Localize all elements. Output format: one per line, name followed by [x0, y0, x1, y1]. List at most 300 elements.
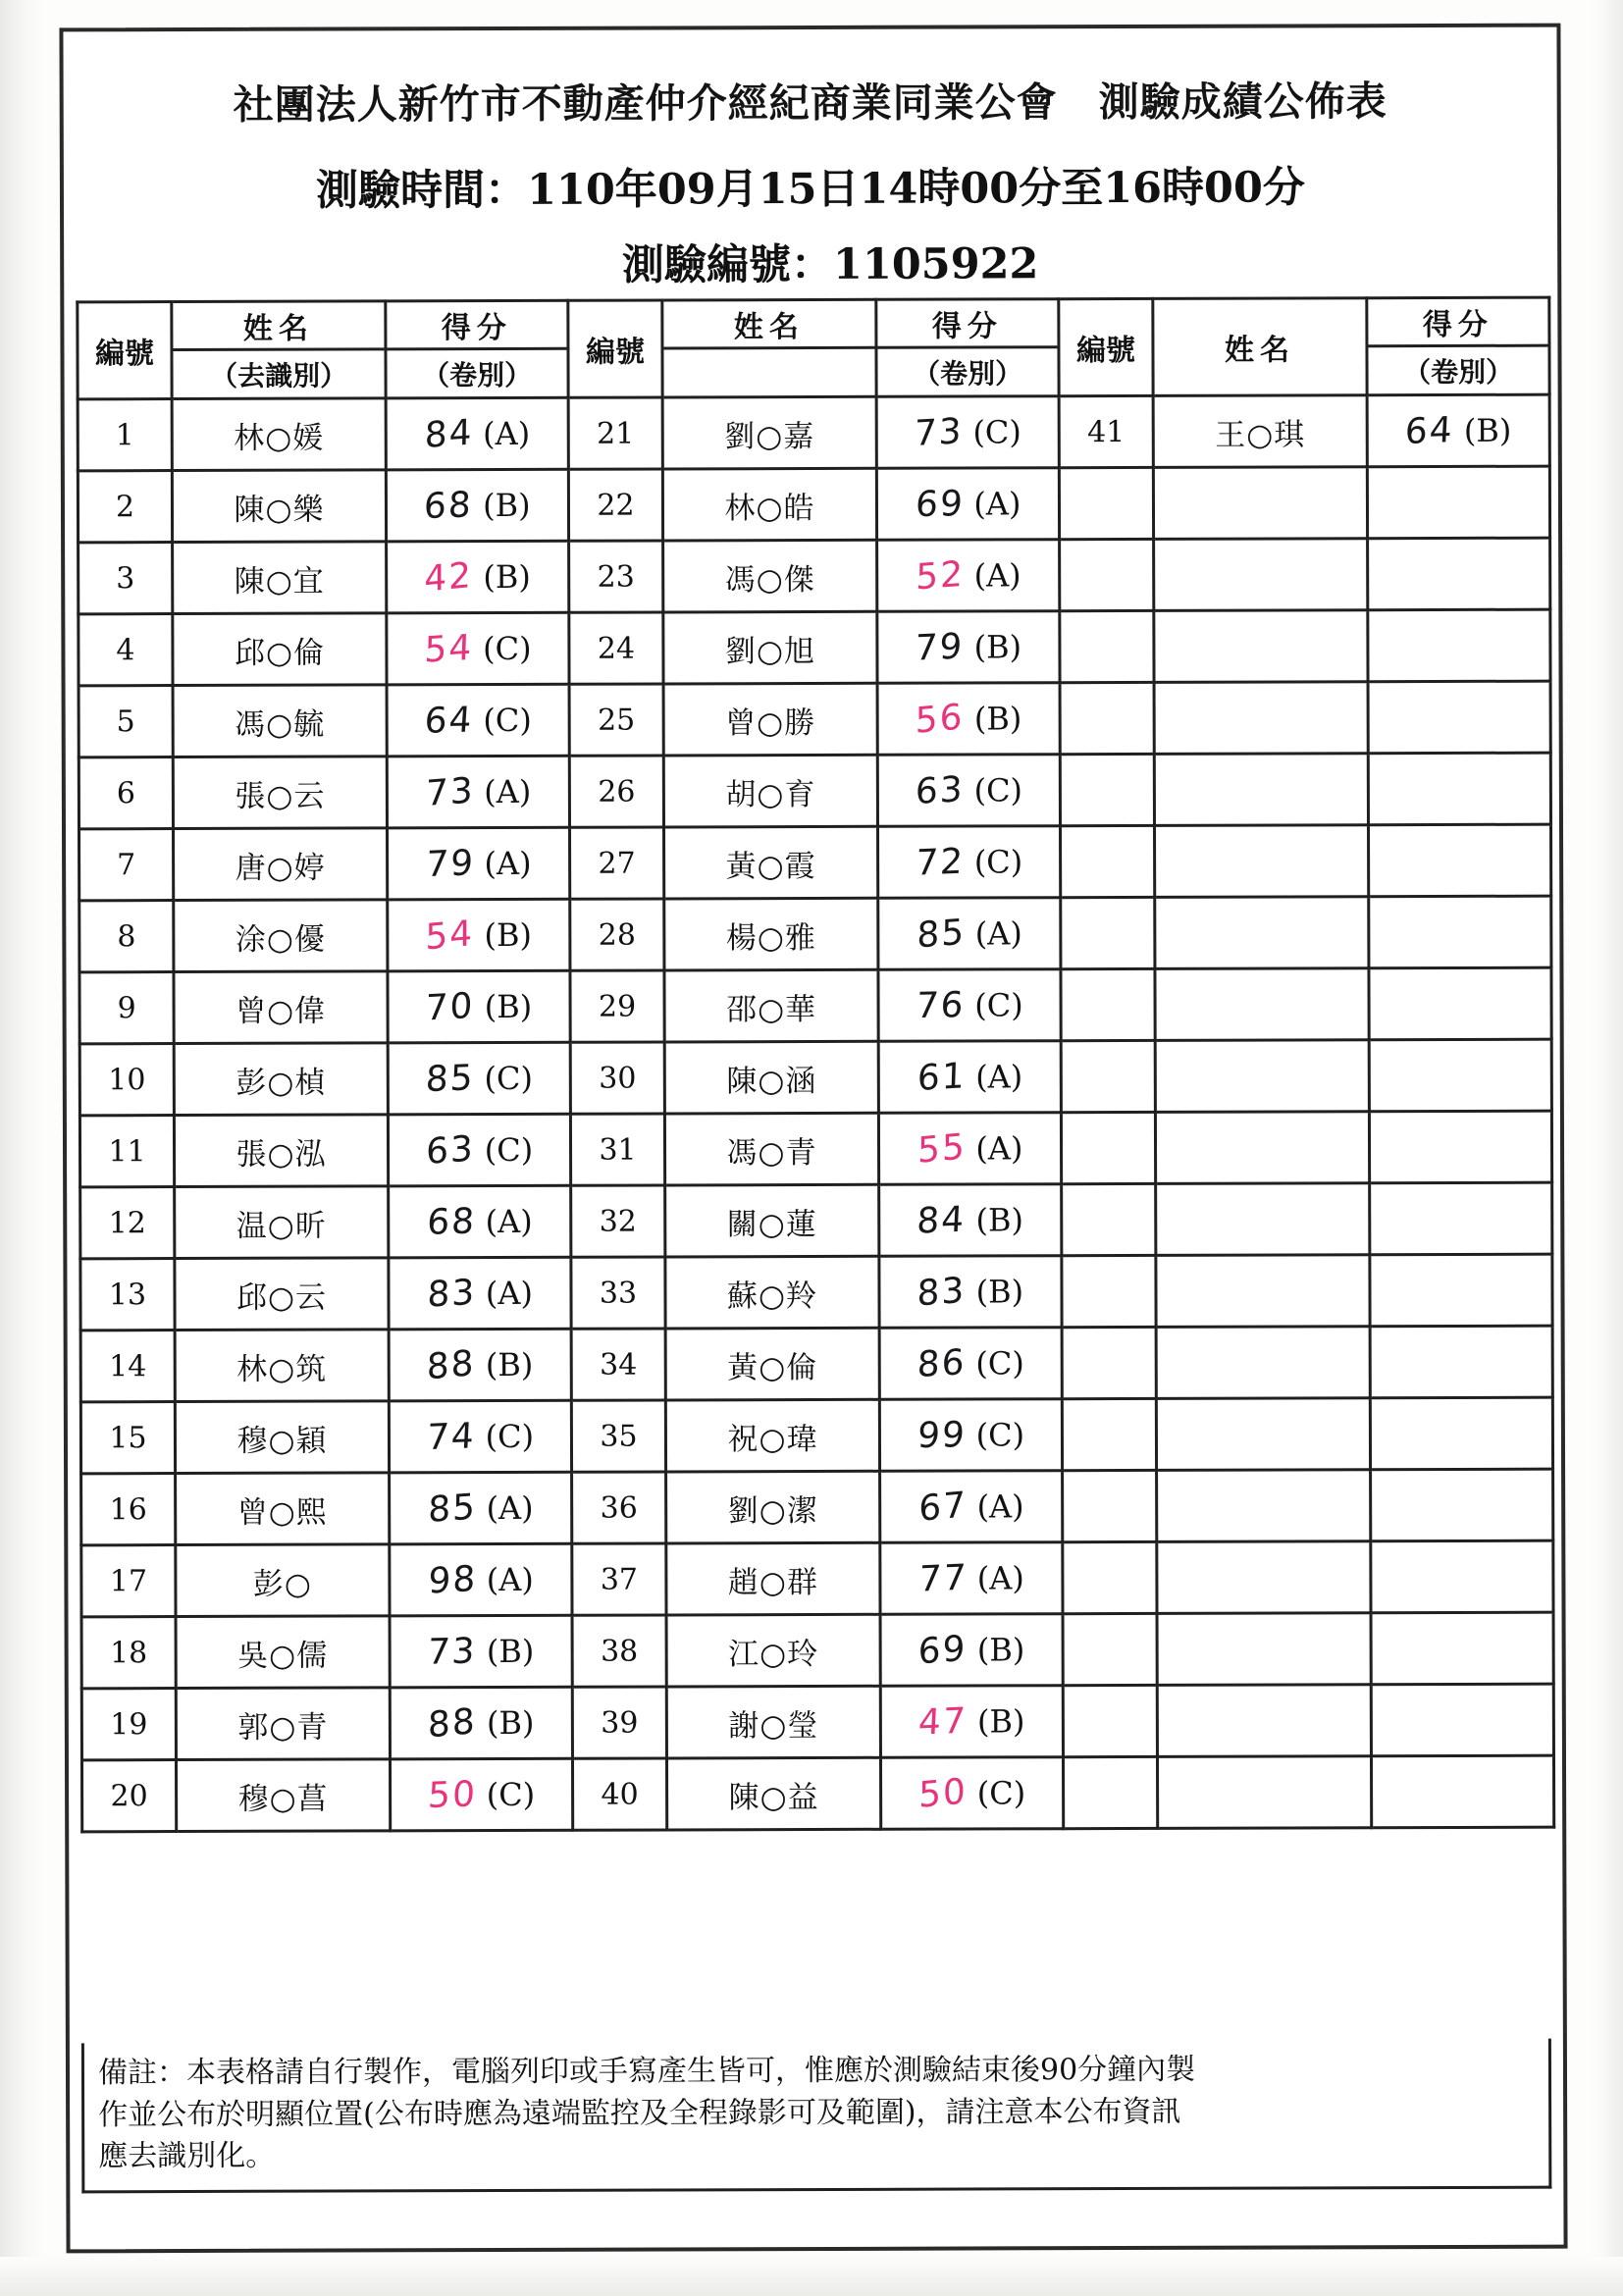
paper-type: (A) — [976, 1487, 1024, 1526]
cell-name: 黃○倫 — [665, 1328, 879, 1400]
paper-type: (C) — [484, 1130, 534, 1170]
cell-name: 江○玲 — [666, 1614, 880, 1687]
cell-score — [1368, 824, 1550, 897]
cell-no: 14 — [80, 1331, 175, 1402]
cell-name — [1157, 1470, 1371, 1542]
handwritten-score: 42 — [424, 554, 474, 600]
paper-type: (A) — [973, 485, 1021, 523]
handwritten-score: 88 — [427, 1342, 476, 1387]
cell-no: 39 — [572, 1687, 666, 1758]
cell-score — [880, 1471, 1063, 1543]
table-row — [79, 896, 1551, 972]
cell-name: 郭○青 — [176, 1688, 390, 1760]
cell-score — [876, 468, 1059, 541]
table-row — [81, 1469, 1553, 1545]
cell-name — [1155, 1040, 1369, 1113]
score-wrap — [878, 541, 1058, 610]
cell-name: 唐○婷 — [174, 828, 388, 901]
cell-no — [1063, 1685, 1157, 1756]
score-wrap — [881, 1472, 1061, 1541]
cell-no: 29 — [570, 970, 664, 1042]
cell-no — [1061, 1040, 1155, 1112]
header-no-1: 編號 — [78, 302, 172, 399]
cell-no: 36 — [572, 1472, 666, 1543]
handwritten-score: 74 — [425, 1415, 477, 1458]
paper-type: (C) — [484, 1059, 533, 1098]
cell-no: 33 — [571, 1257, 665, 1329]
score-wrap — [882, 1758, 1062, 1828]
cell-name: 曾○熙 — [176, 1473, 390, 1545]
cell-name — [1157, 1613, 1371, 1686]
cell-name: 曾○偉 — [174, 971, 388, 1044]
paper-type: (C) — [973, 843, 1023, 881]
cell-name — [1156, 1255, 1370, 1328]
handwritten-score: 79 — [424, 842, 476, 885]
cell-score — [387, 756, 569, 828]
cell-no: 40 — [572, 1758, 666, 1830]
paper-type: (C) — [975, 1416, 1025, 1454]
score-wrap — [881, 1400, 1061, 1470]
cell-no — [1062, 1183, 1156, 1255]
score-wrap — [1369, 396, 1548, 466]
cell-name — [1156, 1183, 1370, 1256]
cell-name: 劉○旭 — [663, 611, 877, 684]
table-row — [79, 753, 1550, 829]
cell-score — [1368, 753, 1550, 825]
handwritten-score: 64 — [423, 700, 475, 742]
cell-score — [877, 611, 1060, 684]
paper-type: (A) — [486, 1488, 534, 1528]
paper-type: (A) — [485, 1274, 533, 1313]
paper-type: (C) — [483, 701, 532, 740]
cell-score — [1367, 394, 1549, 467]
table-row — [80, 1182, 1552, 1259]
handwritten-score: 83 — [426, 1272, 477, 1316]
score-wrap — [391, 1545, 570, 1615]
cell-name — [1155, 968, 1369, 1041]
cell-name: 黃○霞 — [664, 826, 878, 899]
handwritten-score: 72 — [914, 841, 966, 884]
table-row — [79, 967, 1551, 1044]
score-wrap — [389, 972, 568, 1042]
cell-no — [1063, 1541, 1157, 1613]
table-body — [78, 394, 1554, 1832]
table-row — [79, 824, 1551, 901]
handwritten-score: 73 — [913, 410, 965, 454]
cell-name: 王○琪 — [1153, 395, 1367, 468]
cell-no: 4 — [79, 614, 173, 686]
cell-no: 1 — [78, 399, 172, 471]
cell-score — [1370, 1182, 1552, 1255]
paper-type: (B) — [973, 700, 1022, 738]
cell-no: 11 — [79, 1116, 174, 1187]
handwritten-score: 85 — [916, 912, 966, 956]
cell-no — [1062, 1255, 1156, 1327]
cell-no: 22 — [568, 469, 662, 541]
score-wrap — [880, 1257, 1060, 1327]
cell-score — [879, 1256, 1062, 1329]
score-publication-sheet — [59, 24, 1567, 2254]
paper-type: (A) — [483, 414, 531, 453]
cell-score — [879, 1399, 1062, 1472]
table-row — [80, 1254, 1552, 1331]
cell-no: 27 — [570, 827, 664, 899]
paper-type: (B) — [976, 1631, 1025, 1669]
cell-score — [390, 1758, 572, 1831]
table-row — [81, 1755, 1553, 1832]
cell-no: 35 — [571, 1400, 665, 1472]
handwritten-score: 76 — [915, 984, 967, 1026]
cell-score — [1371, 1684, 1553, 1756]
table-row — [80, 1326, 1552, 1402]
cell-name: 林○筑 — [175, 1330, 389, 1402]
cell-name: 陳○樂 — [172, 470, 386, 543]
cell-score — [1368, 681, 1550, 754]
table-row — [81, 1612, 1553, 1689]
cell-score — [880, 1757, 1063, 1830]
cell-score — [1369, 896, 1551, 968]
handwritten-score: 63 — [425, 1127, 475, 1173]
document-header — [63, 27, 1557, 294]
table-row — [79, 681, 1550, 757]
cell-score — [1370, 1397, 1552, 1470]
cell-no — [1063, 1613, 1157, 1685]
score-wrap — [390, 1116, 569, 1185]
cell-no: 5 — [79, 686, 173, 757]
cell-score — [880, 1686, 1063, 1758]
header-score-bottom-2: （卷別） — [912, 356, 1023, 391]
cell-score — [1371, 1469, 1553, 1541]
cell-no: 15 — [80, 1402, 175, 1474]
cell-no: 25 — [569, 684, 663, 756]
handwritten-score: 63 — [915, 768, 966, 812]
header-score-3 — [1367, 297, 1549, 395]
cell-name: 張○泓 — [174, 1115, 388, 1187]
cell-score — [388, 1114, 570, 1186]
handwritten-score: 79 — [914, 626, 966, 669]
score-wrap — [389, 901, 568, 970]
cell-no: 26 — [569, 756, 663, 827]
header-name-3 — [1153, 298, 1367, 396]
cell-no — [1062, 1398, 1156, 1470]
handwritten-score: 88 — [428, 1700, 477, 1746]
score-wrap — [879, 684, 1059, 754]
score-wrap — [878, 469, 1058, 539]
header-name-bottom-1: （去識別） — [209, 358, 348, 392]
handwritten-score: 47 — [917, 1700, 969, 1744]
cell-no — [1063, 1470, 1157, 1541]
handwritten-score: 50 — [426, 1773, 478, 1816]
cell-name: 劉○潔 — [666, 1471, 880, 1543]
table-row — [79, 538, 1550, 614]
cell-no — [1060, 610, 1154, 682]
header-name-bottom-2 — [663, 349, 874, 396]
paper-type: (B) — [486, 1703, 535, 1743]
cell-score — [880, 1542, 1063, 1615]
handwritten-score: 86 — [916, 1341, 968, 1385]
handwritten-score: 50 — [917, 1770, 968, 1816]
cell-name: 穆○菖 — [176, 1759, 390, 1832]
paper-type: (C) — [973, 771, 1023, 809]
score-wrap — [389, 686, 568, 756]
header-score-top-1: 得分 — [387, 302, 566, 351]
cell-name: 涂○優 — [174, 900, 388, 972]
score-wrap — [882, 1615, 1062, 1685]
scan-edge-right — [1588, 0, 1623, 2296]
cell-name: 馮○傑 — [663, 540, 877, 612]
header-no-3: 編號 — [1059, 298, 1153, 395]
handwritten-score: 68 — [423, 484, 475, 527]
scan-edge-bottom — [0, 2257, 1623, 2296]
cell-score — [878, 826, 1061, 899]
score-wrap — [388, 399, 567, 469]
cell-name — [1157, 1685, 1371, 1757]
cell-name — [1154, 754, 1368, 826]
cell-name: 林○皓 — [662, 468, 876, 541]
score-wrap — [880, 1042, 1060, 1112]
handwritten-score: 69 — [914, 483, 966, 525]
cell-no: 23 — [569, 541, 663, 612]
paper-type: (C) — [975, 1344, 1024, 1383]
cell-no: 6 — [79, 757, 173, 829]
cell-name: 穆○穎 — [175, 1401, 389, 1474]
cell-name: 林○媛 — [172, 398, 386, 471]
handwritten-score: 69 — [917, 1628, 969, 1672]
paper-type: (C) — [483, 629, 532, 668]
cell-score — [878, 969, 1061, 1042]
table-row — [81, 1540, 1553, 1617]
header-name-top-2: 姓名 — [663, 301, 874, 350]
score-wrap — [879, 827, 1059, 897]
cell-score — [1369, 1039, 1551, 1112]
paper-type: (B) — [483, 486, 531, 525]
header-score-1 — [386, 300, 568, 398]
handwritten-score: 54 — [423, 627, 474, 671]
cell-name: 祝○瑋 — [665, 1399, 879, 1472]
cell-no — [1060, 754, 1154, 825]
cell-name: 温○昕 — [175, 1186, 389, 1259]
paper-type: (C) — [485, 1417, 535, 1456]
handwritten-score: 84 — [916, 1199, 968, 1242]
cell-score — [1371, 1755, 1553, 1828]
cell-no: 30 — [570, 1042, 664, 1114]
paper-type: (A) — [486, 1560, 534, 1599]
cell-score — [386, 397, 568, 470]
cell-name — [1153, 467, 1367, 540]
cell-name: 劉○嘉 — [662, 396, 876, 469]
handwritten-score: 98 — [427, 1558, 478, 1602]
header-score-top-3: 得分 — [1368, 299, 1547, 348]
table-row — [78, 394, 1549, 471]
cell-name: 馮○青 — [664, 1113, 878, 1185]
cell-name: 陳○涵 — [664, 1041, 878, 1114]
score-wrap — [879, 756, 1059, 825]
cell-name: 楊○雅 — [664, 898, 878, 970]
cell-score — [390, 1543, 572, 1616]
cell-name: 張○云 — [173, 757, 387, 829]
header-no-2: 編號 — [568, 300, 662, 397]
paper-type: (C) — [972, 413, 1021, 451]
handwritten-score: 54 — [425, 913, 475, 958]
cell-score — [877, 755, 1060, 827]
score-wrap — [881, 1543, 1061, 1613]
handwritten-score: 99 — [916, 1414, 968, 1456]
paper-type: (C) — [486, 1775, 536, 1814]
cell-score — [386, 469, 568, 542]
scan-edge-left — [0, 0, 45, 2296]
cell-name: 關○蓮 — [665, 1184, 879, 1257]
paper-type: (A) — [974, 914, 1022, 953]
header-score-bottom-1: （卷別） — [421, 358, 533, 391]
cell-score — [387, 684, 569, 757]
cell-no — [1063, 1756, 1157, 1828]
handwritten-score: 73 — [426, 1631, 479, 1673]
cell-score — [877, 683, 1060, 756]
cell-no — [1061, 1112, 1155, 1183]
cell-name: 彭○楨 — [174, 1043, 388, 1116]
cell-name — [1154, 610, 1368, 683]
score-wrap — [391, 1474, 570, 1543]
cell-score — [877, 540, 1060, 612]
cell-score — [389, 1185, 571, 1258]
cell-no: 24 — [569, 612, 663, 684]
score-wrap — [882, 1687, 1062, 1756]
header-score-bottom-3: （卷別） — [1402, 355, 1514, 389]
cell-score — [390, 1687, 572, 1759]
table-row — [80, 1397, 1552, 1474]
cell-name — [1157, 1756, 1371, 1829]
cell-no: 19 — [81, 1689, 176, 1760]
cell-score — [1369, 967, 1551, 1040]
score-wrap — [390, 1259, 569, 1329]
cell-no — [1061, 968, 1155, 1040]
cell-no — [1061, 825, 1155, 897]
paper-type: (C) — [974, 986, 1023, 1024]
cell-score — [878, 898, 1061, 970]
cell-no: 3 — [79, 543, 173, 614]
header-row — [78, 297, 1549, 399]
header-name-2 — [662, 299, 876, 397]
cell-score — [1369, 1111, 1551, 1183]
cell-name: 吳○儒 — [176, 1616, 390, 1689]
cell-no — [1060, 539, 1154, 610]
cell-name: 彭○ — [176, 1544, 390, 1617]
cell-score — [1371, 1612, 1553, 1685]
score-wrap — [389, 829, 568, 899]
cell-score — [878, 1041, 1061, 1114]
paper-type: (B) — [976, 1702, 1025, 1741]
cell-no: 21 — [568, 397, 662, 469]
cell-no: 38 — [572, 1615, 666, 1687]
handwritten-score: 85 — [427, 1486, 477, 1531]
handwritten-score: 85 — [424, 1057, 476, 1100]
footer-line-3: 應去識別化。 — [98, 2138, 276, 2174]
header-name-top-3: 姓名 — [1224, 333, 1296, 368]
cell-no: 31 — [570, 1114, 664, 1185]
footer-line-1: 備註：本表格請自行製作，電腦列印或手寫產生皆可，惟應於測驗結束後90分鐘內製 — [97, 2052, 1196, 2091]
score-wrap — [880, 1114, 1060, 1183]
handwritten-score: 73 — [425, 769, 475, 814]
cell-name: 胡○育 — [663, 755, 877, 827]
cell-name: 邵○華 — [664, 969, 878, 1042]
paper-type: (A) — [973, 556, 1021, 595]
cell-score — [388, 970, 570, 1043]
cell-no: 34 — [571, 1329, 665, 1400]
table-row — [79, 1039, 1551, 1116]
score-wrap — [392, 1689, 571, 1758]
paper-type: (A) — [975, 1058, 1023, 1096]
cell-no — [1061, 897, 1155, 968]
cell-name: 馮○毓 — [173, 685, 387, 757]
cell-no: 20 — [81, 1760, 176, 1832]
header-score-2 — [876, 299, 1059, 397]
cell-score — [387, 541, 569, 613]
paper-type: (B) — [1463, 411, 1512, 449]
handwritten-score: 77 — [916, 1557, 969, 1600]
score-wrap — [389, 757, 568, 827]
cell-no — [1062, 1327, 1156, 1398]
paper-type: (B) — [975, 1273, 1024, 1311]
header-name-1 — [172, 301, 386, 399]
cell-score — [390, 1615, 572, 1688]
handwritten-score: 56 — [916, 696, 965, 742]
paper-type: (B) — [484, 987, 533, 1026]
footer-line-2: 作並公布於明顯位置(公布時應為遠端監控及全程錄影可及範圍)，請注意本公布資訊 — [98, 2094, 1181, 2132]
paper-type: (B) — [973, 628, 1022, 666]
cell-no: 2 — [78, 471, 172, 543]
cell-no: 17 — [81, 1545, 176, 1617]
cell-score — [390, 1472, 572, 1544]
handwritten-score: 68 — [425, 1201, 477, 1243]
table-row — [79, 609, 1550, 686]
cell-name: 曾○勝 — [663, 683, 877, 756]
exam-time-line: 測驗時間：110年09月15日14時00分至16時00分 — [315, 163, 1305, 216]
cell-no: 16 — [81, 1474, 176, 1545]
cell-score — [389, 1400, 571, 1473]
score-wrap — [388, 543, 567, 612]
cell-score — [878, 1113, 1061, 1185]
paper-type: (B) — [483, 557, 531, 597]
cell-name — [1155, 897, 1369, 969]
paper-type: (A) — [975, 1129, 1023, 1168]
cell-name: 陳○益 — [666, 1757, 880, 1830]
cell-no: 7 — [79, 829, 174, 901]
cell-score — [1370, 1254, 1552, 1327]
handwritten-score: 64 — [1404, 409, 1455, 452]
cell-name: 陳○宜 — [173, 542, 387, 614]
cell-no — [1060, 682, 1154, 754]
score-wrap — [391, 1331, 570, 1400]
scores-table — [76, 296, 1555, 1834]
cell-no: 13 — [80, 1259, 175, 1331]
table-row — [79, 1111, 1551, 1187]
cell-score — [389, 1329, 571, 1401]
header-score-top-2: 得分 — [877, 300, 1057, 349]
score-wrap — [878, 397, 1058, 467]
cell-score — [389, 1257, 571, 1330]
cell-score — [876, 396, 1059, 469]
score-wrap — [390, 1044, 569, 1114]
score-wrap — [392, 1760, 571, 1830]
cell-score — [1368, 609, 1550, 682]
cell-score — [388, 899, 570, 971]
cell-score — [1371, 1540, 1553, 1613]
header-name-top-1: 姓名 — [173, 302, 384, 351]
score-wrap — [391, 1402, 570, 1472]
cell-name: 蘇○羚 — [665, 1256, 879, 1329]
cell-score — [880, 1614, 1063, 1687]
exam-number-line: 測驗編號：1105922 — [621, 239, 1039, 290]
